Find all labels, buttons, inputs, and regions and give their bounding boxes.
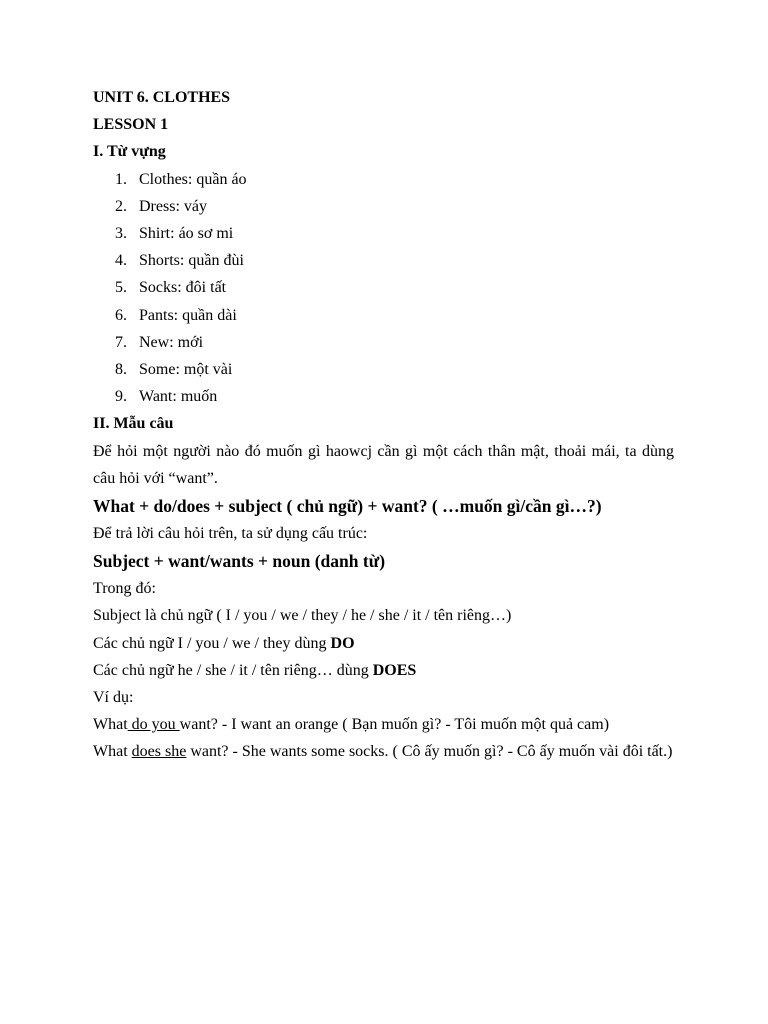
lesson-title: LESSON 1 (93, 116, 169, 134)
list-number: 9. (115, 388, 127, 406)
list-item-text: Dress: váy (139, 197, 207, 215)
list-number: 6. (115, 306, 127, 324)
list-number: 7. (115, 333, 127, 351)
example-1-post: want? - I want an orange ( Bạn muốn gì? - Tôi muốn một quả cam) (179, 716, 610, 734)
list-item-text: Some: một vài (139, 361, 233, 379)
pattern-heading: II. Mẫu câu (93, 415, 174, 433)
list-item (93, 274, 674, 301)
list-item (93, 247, 674, 274)
list-item (93, 356, 674, 383)
example-2-pre: What (93, 743, 132, 761)
list-item (93, 220, 674, 247)
list-item-text: Shirt: áo sơ mi (139, 225, 234, 243)
example-1-pre: What (93, 716, 128, 734)
do-keyword: DO (330, 634, 355, 652)
unit-title: UNIT 6. CLOTHES (93, 89, 231, 106)
document-body (93, 84, 674, 766)
subject-note: Subject là chủ ngữ ( I / you / we / they / he / she / it / tên riêng…) (93, 607, 512, 625)
vocab-list (93, 166, 674, 411)
does-note-text: Các chủ ngữ he / she / it / tên riêng… dùng (93, 661, 373, 679)
answer-formula: Subject + want/wants + noun (danh từ) (93, 551, 386, 572)
list-item-text: Shorts: quần đùi (139, 252, 244, 270)
list-item-text: New: mới (139, 333, 204, 351)
list-item (93, 383, 674, 410)
list-item (93, 302, 674, 329)
answer-intro: Để trả lời câu hỏi trên, ta sử dụng cấu trúc: (93, 525, 368, 543)
vocab-heading: I. Từ vựng (93, 143, 166, 161)
list-item-text: Socks: đôi tất (139, 279, 227, 297)
list-item (93, 193, 674, 220)
example-2 (93, 738, 674, 765)
example-2-post: want? - She wants some socks. ( Cô ấy muốn gì? - Cô ấy muốn vài đôi tất.) (186, 743, 673, 761)
intro-paragraph: Để hỏi một người nào đó muốn gì haowcj cần gì một cách thân mật, thoải mái, ta dùng câu hỏi với “want”. (93, 442, 674, 487)
list-number: 5. (115, 279, 127, 297)
list-number: 4. (115, 252, 127, 270)
list-item-text: Clothes: quần áo (139, 170, 247, 188)
list-number: 8. (115, 361, 127, 379)
example-1-underlined: do you (127, 716, 180, 734)
list-item-text: Want: muốn (139, 388, 218, 406)
list-number: 3. (115, 225, 127, 243)
do-note (93, 630, 674, 657)
does-note (93, 657, 674, 684)
trong-do-label: Trong đó: (93, 580, 156, 598)
list-number: 1. (115, 170, 127, 188)
list-item-text: Pants: quần dài (139, 306, 237, 324)
example-1 (93, 711, 674, 738)
example-2-underlined: does she (131, 743, 187, 761)
list-item (93, 329, 674, 356)
does-keyword: DOES (372, 661, 417, 679)
example-label: Ví dụ: (93, 689, 134, 707)
question-formula: What + do/does + subject ( chủ ngữ) + want? ( …muốn gì/cần gì…?) (93, 496, 602, 517)
list-item (93, 166, 674, 193)
do-note-text: Các chủ ngữ I / you / we / they dùng (93, 634, 331, 652)
list-number: 2. (115, 197, 127, 215)
